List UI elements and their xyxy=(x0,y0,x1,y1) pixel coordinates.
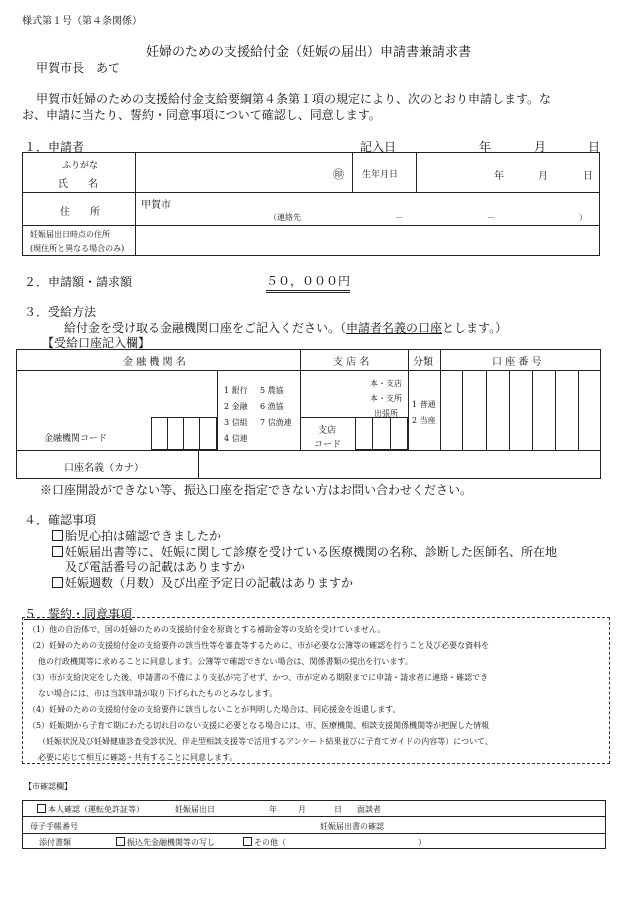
checkbox[interactable] xyxy=(243,837,252,846)
address-field[interactable] xyxy=(136,193,599,224)
amount: ５０，０００円 xyxy=(266,272,350,293)
account-holder-label: 口座名義（カナ） xyxy=(64,463,144,474)
bank-type-option[interactable]: 3 信組 xyxy=(224,418,248,427)
divider xyxy=(217,371,218,450)
divider xyxy=(22,833,606,834)
bank-code-label: 金融機関コード xyxy=(44,434,108,444)
check-item-medical-info-cont: 及び電話番号の記載はありますか xyxy=(65,560,246,574)
divider xyxy=(167,417,168,450)
page-title: 妊婦のための支援給付金（妊娠の届出）申請書兼請求書 xyxy=(146,45,472,60)
entry-month-label: 月 xyxy=(534,140,547,154)
branch-type-option[interactable]: 本・支店 xyxy=(370,379,402,388)
branch-type-option[interactable]: 本・支所 xyxy=(370,394,402,403)
account-type-header: 分類 xyxy=(413,357,433,368)
office-other-close: ） xyxy=(418,838,426,847)
name-label: 氏 名 xyxy=(58,179,98,190)
office-preg-doc: 妊娠届出書の確認 xyxy=(320,822,384,831)
section-5-heading: ５．誓約・同意事項 xyxy=(24,607,133,621)
pledge-line: （2）妊婦のための支援給付金の支給要件の該当性等を審査等するために、市が必要な公簿等の確認を行うこと及び必要な資料を xyxy=(28,641,490,650)
contact-dash: － xyxy=(395,213,403,222)
divider xyxy=(352,152,353,192)
intro-text-2: お、申請に当たり、誓約・同意事項について確認し、同意します。 xyxy=(22,108,381,122)
furigana-label: ふりがな xyxy=(62,161,99,171)
branch-code-label: コード xyxy=(314,440,342,450)
bank-name-header: 金 融 機 関 名 xyxy=(123,357,186,368)
checkbox[interactable] xyxy=(52,546,63,557)
birth-day-label: 日 xyxy=(583,171,593,182)
account-type-option[interactable]: 2 当座 xyxy=(412,416,436,425)
birth-year-label: 年 xyxy=(494,171,504,182)
form-number: 様式第１号（第４条関係） xyxy=(22,16,142,27)
entry-day-label: 日 xyxy=(588,140,601,154)
office-attached: 添付書類 xyxy=(39,838,71,847)
bank-instruction: 給付金を受け取る金融機関口座をご記入ください。（申請者名義の口座とします。） xyxy=(64,321,508,335)
contact-close: ） xyxy=(579,213,587,222)
address-city: 甲賀市 xyxy=(141,200,171,211)
address-label: 住 所 xyxy=(60,207,100,218)
office-month: 月 xyxy=(298,805,306,814)
checkbox[interactable] xyxy=(52,530,63,541)
check-item-medical-info[interactable]: 妊娠届出書等に、妊娠に関して診療を受けている医療機関の名称、診断した医師名、所在地 xyxy=(52,543,557,560)
divider xyxy=(390,417,391,450)
bank-subheading: 【受給口座記入欄】 xyxy=(42,336,151,350)
pledge-line: （3）市が支給決定をした後、申請書の不備により支払が完了せず、かつ、市が定める期限までに申請・請求者に連絡・確認でき xyxy=(28,673,489,682)
section-1-heading: １．申請者 xyxy=(24,140,85,154)
check-item-weeks[interactable]: 妊娠週数（月数）及び出産予定日の記載はありますか xyxy=(52,574,353,591)
name-field[interactable] xyxy=(136,153,351,191)
section-3-heading: ３．受給方法 xyxy=(24,305,97,319)
pledge-line: 必要に応じて相互に確認・共有することに同意します。 xyxy=(38,753,238,762)
bank-code-field[interactable] xyxy=(151,417,217,450)
divider xyxy=(300,417,355,418)
office-heading: 【市確認欄】 xyxy=(24,782,72,791)
divider xyxy=(372,417,373,450)
birthdate-field[interactable] xyxy=(417,153,599,191)
office-other[interactable]: その他（ xyxy=(243,837,286,848)
branch-code-label: 支店 xyxy=(318,426,337,436)
office-day: 日 xyxy=(334,805,342,814)
checkbox[interactable] xyxy=(52,577,63,588)
office-handbook: 母子手帳番号 xyxy=(30,822,78,831)
office-bank-copy[interactable]: 振込先金融機関等の写し xyxy=(116,837,215,848)
branch-name-header: 支 店 名 xyxy=(333,357,370,368)
divider xyxy=(22,816,606,817)
bank-type-option[interactable]: 4 信連 xyxy=(224,434,248,443)
divider xyxy=(183,417,184,450)
bank-type-option[interactable]: 2 金融 xyxy=(224,402,248,411)
contact-dash: － xyxy=(487,213,495,222)
section-2-heading: ２．申請額・請求額 xyxy=(24,275,133,289)
divider xyxy=(486,370,487,450)
intro-text-1: 甲賀市妊婦のための支援給付金支給要綱第４条第１項の規定により、次のとおり申請します。な xyxy=(36,92,552,106)
account-number-field[interactable] xyxy=(441,371,600,449)
alt-address-field[interactable] xyxy=(136,226,599,255)
bank-name-field[interactable] xyxy=(17,371,217,416)
office-interviewer: 面談者 xyxy=(357,805,381,814)
office-year: 年 xyxy=(269,805,277,814)
check-item-heartbeat[interactable]: 胎児心拍は確認できましたか xyxy=(52,527,221,544)
pledge-line: ない場合には、市は当該申請が取り下げられたものとみなします。 xyxy=(38,689,278,698)
bank-type-option[interactable]: 7 信漁連 xyxy=(260,418,292,427)
office-id-check[interactable]: 本人確認（運転免許証等） xyxy=(37,804,144,815)
checkbox[interactable] xyxy=(37,804,46,813)
bank-type-option[interactable]: 5 農協 xyxy=(260,386,284,395)
bank-type-option[interactable]: 6 漁協 xyxy=(260,402,284,411)
alt-address-label: 妊娠届出日時点の住所 xyxy=(30,230,110,239)
divider xyxy=(555,370,556,450)
bank-type-option[interactable]: 1 銀行 xyxy=(224,386,248,395)
divider xyxy=(462,370,463,450)
pledge-line: （1）他の自治体で、国の妊婦のための支援給付金を原資とする補助金等の支給を受けていません。 xyxy=(28,625,386,634)
divider xyxy=(509,370,510,450)
divider xyxy=(408,349,409,450)
pledge-line: （5）妊娠期から子育て期にわたる切れ目のない支援に必要となる場合には、市、医療機関、相談支援関係機関等が把握した情報 xyxy=(28,721,490,730)
pledge-line: （4）妊婦のための支援給付金の支給要件に該当しないことが判明した場合は、同応援金を返還します。 xyxy=(28,705,401,714)
office-preg-date: 妊娠届出日 xyxy=(175,805,215,814)
divider xyxy=(532,370,533,450)
divider xyxy=(199,417,200,450)
account-holder-field[interactable] xyxy=(199,451,600,478)
pledge-line: （妊娠状況及び妊婦健康診査受診状況、伴走型相談支援等で活用するアンケート結果並びに子育てガイドの内容等）について、 xyxy=(38,737,493,746)
branch-type-option[interactable]: 出張所 xyxy=(374,409,398,418)
section-4-heading: ４．確認事項 xyxy=(24,513,97,527)
checkbox[interactable] xyxy=(116,837,125,846)
entry-date-label: 記入日 xyxy=(360,140,397,154)
branch-name-field[interactable] xyxy=(301,371,366,416)
contact-label: （連絡先 xyxy=(269,213,301,222)
bank-note: ※口座開設ができない等、振込口座を指定できない方はお問い合わせください。 xyxy=(40,483,473,497)
addressee: 甲賀市長 あて xyxy=(36,61,121,75)
entry-year-label: 年 xyxy=(479,140,492,154)
seal-mark: ㊞ xyxy=(333,168,344,181)
alt-address-note: (現住所と異なる場合のみ) xyxy=(30,244,125,253)
branch-code-field[interactable] xyxy=(355,417,408,450)
birth-month-label: 月 xyxy=(538,171,548,182)
birthdate-label: 生年月日 xyxy=(362,170,399,180)
pledge-line: 他の行政機関等に求めることに同意します。公簿等で確認できない場合は、関係書類の提出を行います。 xyxy=(38,657,413,666)
account-number-header: 口 座 番 号 xyxy=(492,357,542,368)
divider xyxy=(578,370,579,450)
account-type-option[interactable]: 1 普通 xyxy=(412,400,436,409)
